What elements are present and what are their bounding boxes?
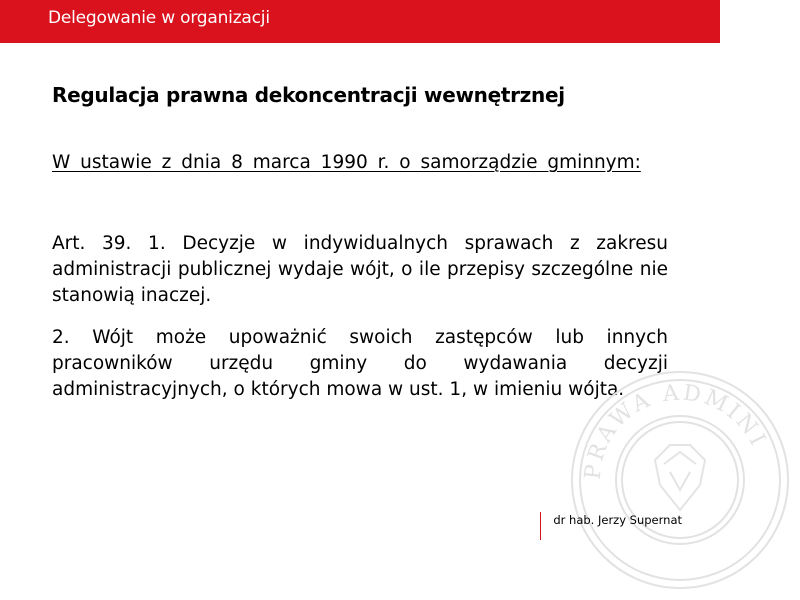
slide-title: Regulacja prawna dekoncentracji wewnętrznej: [52, 83, 565, 107]
university-seal-icon: [560, 360, 800, 600]
presentation-title: Delegowanie w organizacji: [48, 8, 270, 28]
footer-divider: [540, 512, 541, 540]
author-name: dr hab. Jerzy Supernat: [553, 513, 682, 527]
article-paragraph-1: Art. 39. 1. Decyzje w indywidualnych sprawach z zakresu administracji publicznej wydaje wójt, o ile przepisy szczególne nie stanowią inaczej.: [52, 233, 668, 306]
intro-text: W ustawie z dnia 8 marca 1990 r. o samorządzie gminnym:: [52, 152, 641, 173]
article-paragraph-2: 2. Wójt może upoważnić swoich zastępców lub innych pracowników urzędu gminy do wydawania decyzji administracyjnych, o których mowa w ust. 1, w imieniu wójta.: [52, 327, 668, 400]
seal-text: PRAWA ADMINI: [580, 380, 772, 481]
